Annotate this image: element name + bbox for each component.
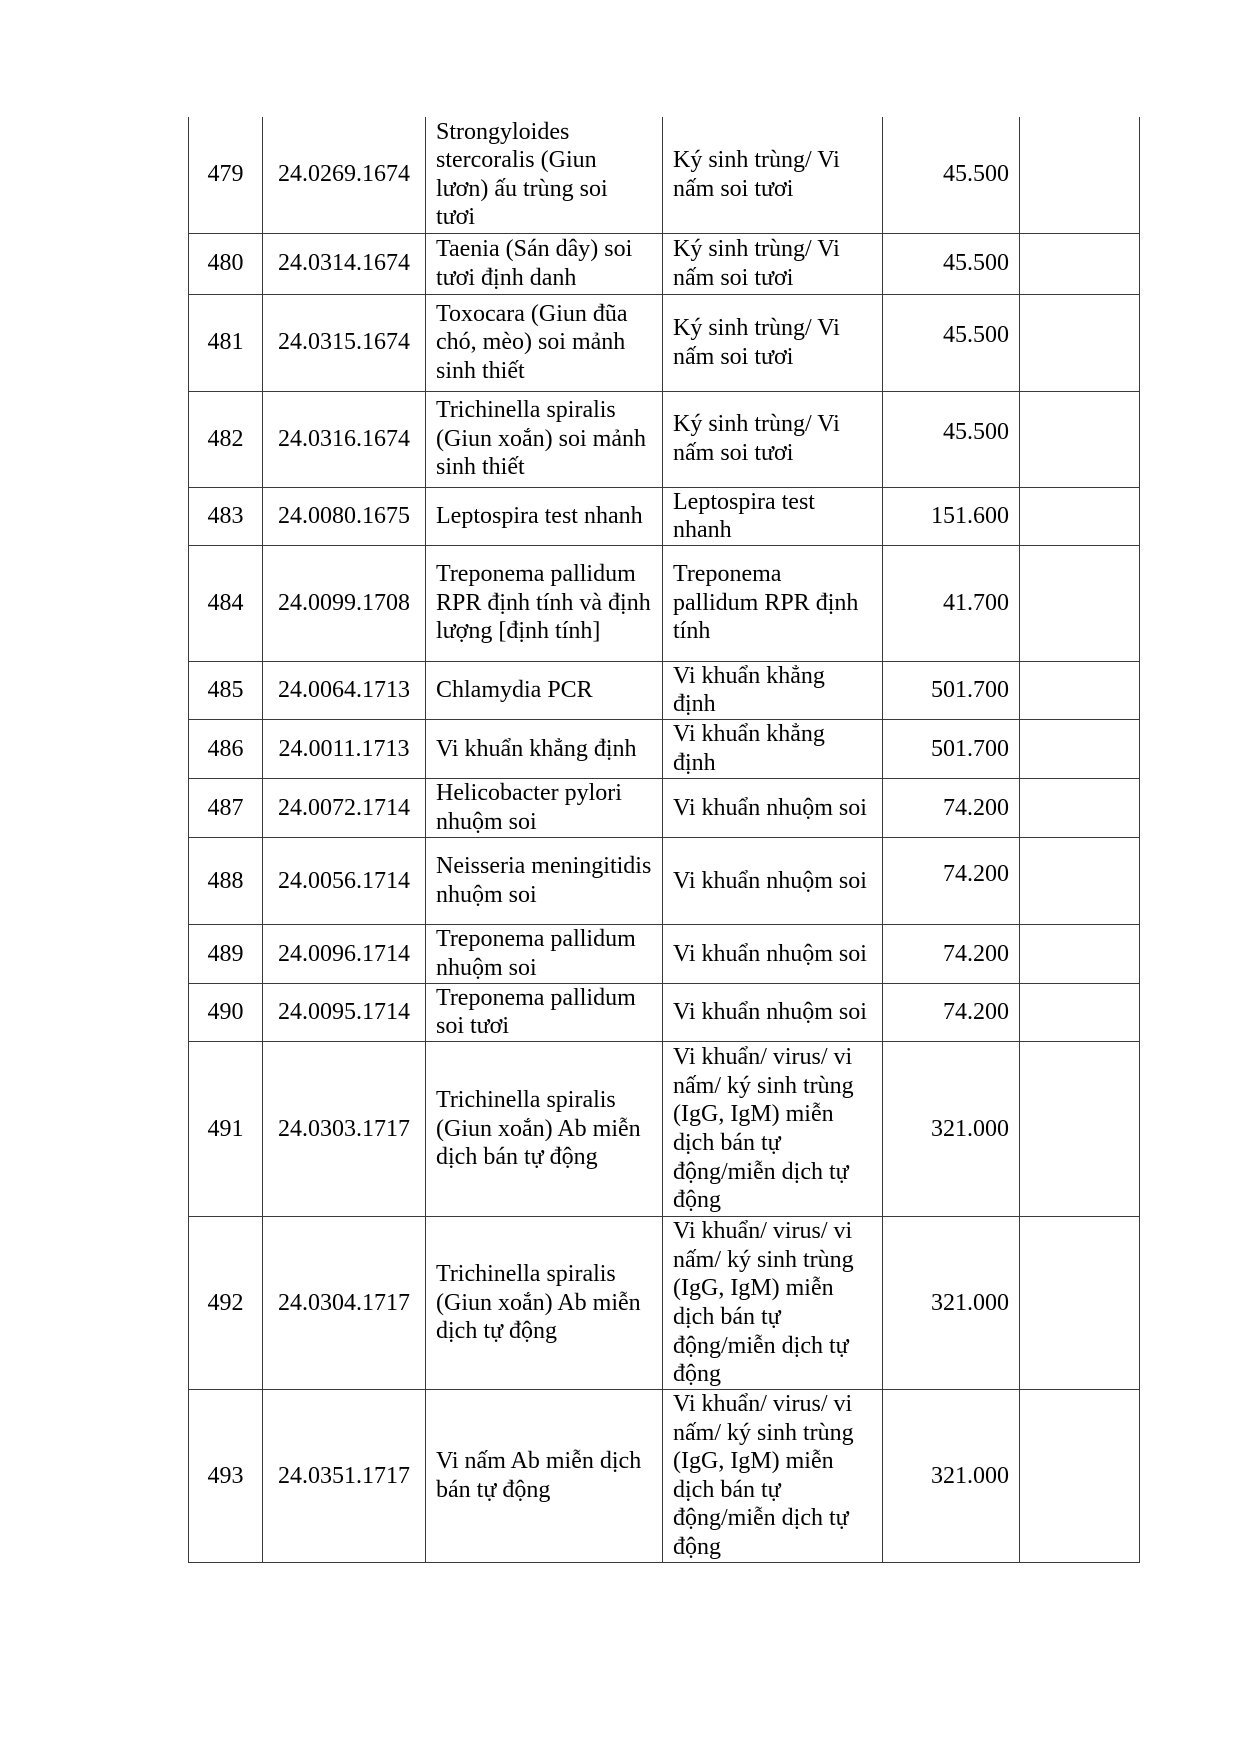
row-number: 483 <box>189 487 263 545</box>
row-number: 490 <box>189 983 263 1041</box>
service-group: Vi khuẩn nhuộm soi <box>663 837 883 924</box>
service-code: 24.0096.1714 <box>263 924 426 983</box>
service-group: Vi khuẩn/ virus/ vi nấm/ ký sinh trùng (IgG, IgM) miễn dịch bán tự động/miễn dịch tự động <box>663 1390 883 1563</box>
service-note <box>1020 1390 1140 1563</box>
service-price: 74.200 <box>883 924 1020 983</box>
service-name: Treponema pallidum nhuộm soi <box>426 924 663 983</box>
row-number: 492 <box>189 1217 263 1390</box>
service-group: Vi khuẩn/ virus/ vi nấm/ ký sinh trùng (IgG, IgM) miễn dịch bán tự động/miễn dịch tự động <box>663 1042 883 1217</box>
table-row <box>189 1217 1140 1390</box>
service-group: Vi khuẩn nhuộm soi <box>663 924 883 983</box>
row-number: 479 <box>189 117 263 233</box>
service-group: Vi khuẩn/ virus/ vi nấm/ ký sinh trùng (IgG, IgM) miễn dịch bán tự động/miễn dịch tự động <box>663 1217 883 1390</box>
service-note <box>1020 545 1140 661</box>
service-name: Vi nấm Ab miễn dịch bán tự động <box>426 1390 663 1563</box>
service-name: Strongyloides stercoralis (Giun lươn) ấu trùng soi tươi <box>426 117 663 233</box>
row-number: 484 <box>189 545 263 661</box>
service-price: 321.000 <box>883 1217 1020 1390</box>
row-number: 481 <box>189 294 263 391</box>
table-row <box>189 487 1140 545</box>
row-number: 493 <box>189 1390 263 1563</box>
service-group: Vi khuẩn khẳng định <box>663 661 883 719</box>
service-name: Trichinella spiralis (Giun xoắn) soi mảnh sinh thiết <box>426 391 663 487</box>
service-code: 24.0072.1714 <box>263 778 426 837</box>
service-note <box>1020 117 1140 233</box>
service-price: 321.000 <box>883 1390 1020 1563</box>
service-price: 74.200 <box>883 983 1020 1041</box>
service-price: 74.200 <box>883 837 1020 924</box>
service-price-table <box>188 117 1140 1563</box>
service-note <box>1020 487 1140 545</box>
table-row <box>189 545 1140 661</box>
service-name: Helicobacter pylori nhuộm soi <box>426 778 663 837</box>
service-code: 24.0269.1674 <box>263 117 426 233</box>
service-group: Ký sinh trùng/ Vi nấm soi tươi <box>663 117 883 233</box>
service-name: Taenia (Sán dây) soi tươi định danh <box>426 233 663 294</box>
row-number: 488 <box>189 837 263 924</box>
service-price: 45.500 <box>883 117 1020 233</box>
service-note <box>1020 294 1140 391</box>
row-number: 487 <box>189 778 263 837</box>
table-row <box>189 837 1140 924</box>
service-price: 151.600 <box>883 487 1020 545</box>
service-code: 24.0316.1674 <box>263 391 426 487</box>
service-price: 45.500 <box>883 391 1020 487</box>
service-note <box>1020 391 1140 487</box>
service-group: Vi khuẩn nhuộm soi <box>663 778 883 837</box>
service-note <box>1020 1217 1140 1390</box>
row-number: 485 <box>189 661 263 719</box>
service-code: 24.0315.1674 <box>263 294 426 391</box>
service-name: Chlamydia PCR <box>426 661 663 719</box>
service-code: 24.0095.1714 <box>263 983 426 1041</box>
service-name: Trichinella spiralis (Giun xoắn) Ab miễn dịch bán tự động <box>426 1042 663 1217</box>
service-name: Toxocara (Giun đũa chó, mèo) soi mảnh sinh thiết <box>426 294 663 391</box>
service-note <box>1020 1042 1140 1217</box>
service-price: 41.700 <box>883 545 1020 661</box>
service-price: 501.700 <box>883 719 1020 778</box>
row-number: 480 <box>189 233 263 294</box>
service-note <box>1020 924 1140 983</box>
service-name: Trichinella spiralis (Giun xoắn) Ab miễn dịch tự động <box>426 1217 663 1390</box>
table-row <box>189 778 1140 837</box>
table-row <box>189 1390 1140 1563</box>
service-note <box>1020 233 1140 294</box>
table-row <box>189 661 1140 719</box>
service-group: Treponema pallidum RPR định tính <box>663 545 883 661</box>
table-row <box>189 117 1140 233</box>
service-code: 24.0080.1675 <box>263 487 426 545</box>
service-price: 501.700 <box>883 661 1020 719</box>
service-note <box>1020 837 1140 924</box>
service-note <box>1020 983 1140 1041</box>
table-body <box>189 117 1140 1562</box>
table-row <box>189 391 1140 487</box>
service-code: 24.0303.1717 <box>263 1042 426 1217</box>
table-row <box>189 983 1140 1041</box>
service-group: Leptospira test nhanh <box>663 487 883 545</box>
row-number: 491 <box>189 1042 263 1217</box>
service-code: 24.0011.1713 <box>263 719 426 778</box>
row-number: 486 <box>189 719 263 778</box>
service-code: 24.0056.1714 <box>263 837 426 924</box>
service-code: 24.0304.1717 <box>263 1217 426 1390</box>
service-group: Vi khuẩn nhuộm soi <box>663 983 883 1041</box>
service-name: Treponema pallidum soi tươi <box>426 983 663 1041</box>
service-code: 24.0099.1708 <box>263 545 426 661</box>
service-code: 24.0351.1717 <box>263 1390 426 1563</box>
service-price: 45.500 <box>883 233 1020 294</box>
service-code: 24.0314.1674 <box>263 233 426 294</box>
service-group: Ký sinh trùng/ Vi nấm soi tươi <box>663 233 883 294</box>
service-note <box>1020 719 1140 778</box>
service-group: Ký sinh trùng/ Vi nấm soi tươi <box>663 391 883 487</box>
service-price: 74.200 <box>883 778 1020 837</box>
service-note <box>1020 778 1140 837</box>
service-name: Leptospira test nhanh <box>426 487 663 545</box>
service-price: 321.000 <box>883 1042 1020 1217</box>
service-group: Ký sinh trùng/ Vi nấm soi tươi <box>663 294 883 391</box>
table-row <box>189 233 1140 294</box>
service-name: Treponema pallidum RPR định tính và định lượng [định tính] <box>426 545 663 661</box>
service-price: 45.500 <box>883 294 1020 391</box>
row-number: 482 <box>189 391 263 487</box>
table-row <box>189 294 1140 391</box>
service-group: Vi khuẩn khẳng định <box>663 719 883 778</box>
table-row <box>189 924 1140 983</box>
service-note <box>1020 661 1140 719</box>
service-name: Neisseria meningitidis nhuộm soi <box>426 837 663 924</box>
table-row <box>189 719 1140 778</box>
service-name: Vi khuẩn khẳng định <box>426 719 663 778</box>
row-number: 489 <box>189 924 263 983</box>
service-code: 24.0064.1713 <box>263 661 426 719</box>
table-row <box>189 1042 1140 1217</box>
